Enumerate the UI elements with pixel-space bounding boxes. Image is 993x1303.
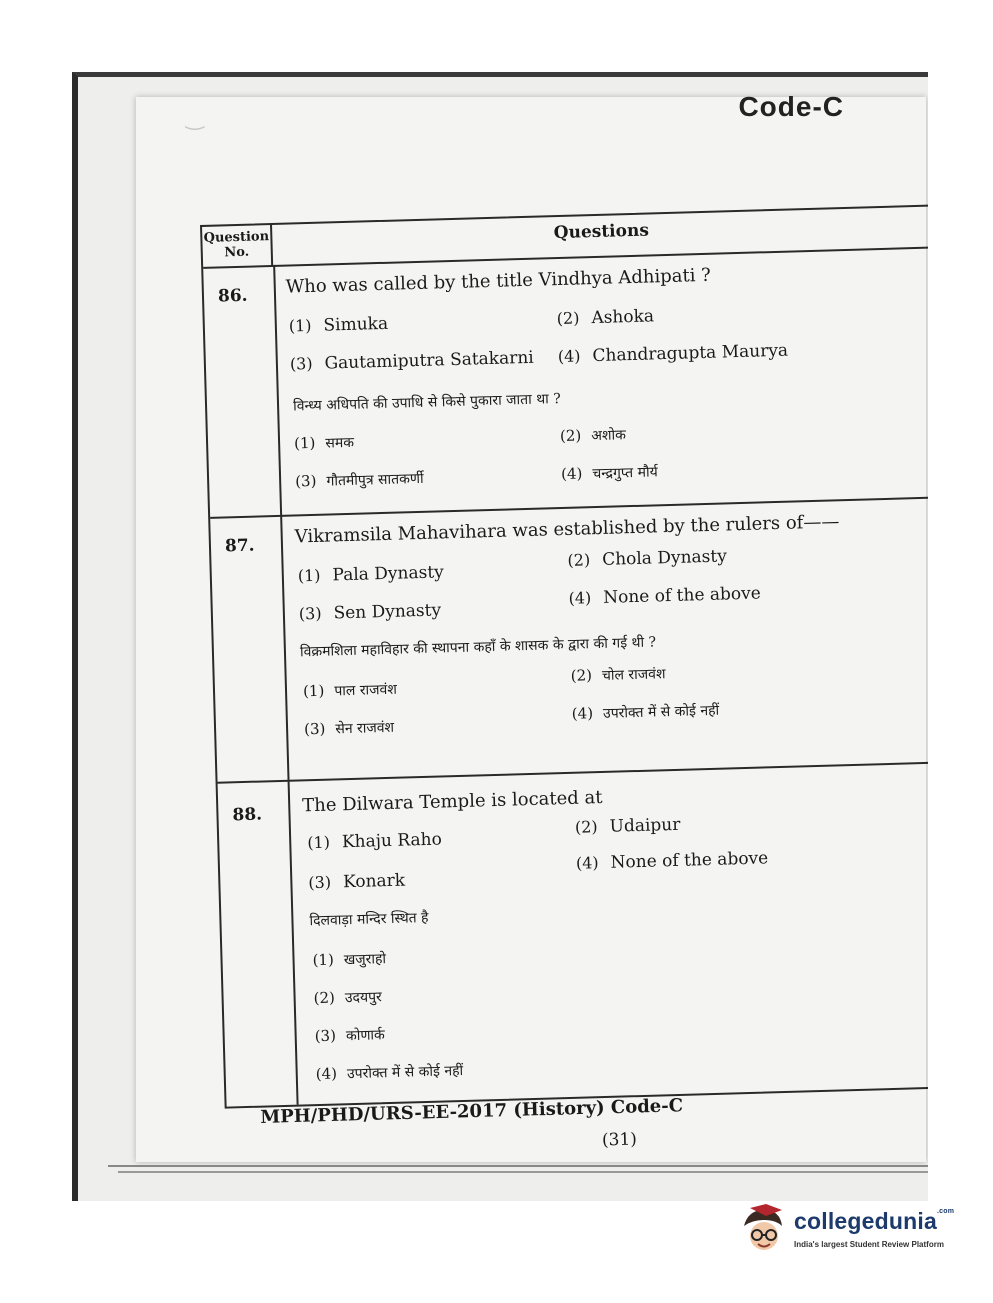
logo-tagline: India's largest Student Review Platform (794, 1240, 944, 1249)
hindi-option-2: (2) चोल राजवंश (570, 666, 666, 685)
hindi-question-text: विक्रमशिला महाविहार की स्थापना कहाँ के शासक के द्वारा की गई थी ? (299, 634, 657, 661)
hindi-option-1: (1) समक (293, 433, 355, 453)
option-1: (1) Pala Dynasty (297, 562, 445, 586)
question-number: 88. (232, 804, 263, 826)
hindi-option-1: (1) खजुराहो (312, 950, 387, 970)
option-1: (1) Khaju Raho (307, 829, 443, 853)
option-2: (2) Udaipur (574, 814, 681, 837)
question-table (200, 205, 928, 1109)
option-3: (3) Gautamiputra Satakarni (289, 347, 535, 374)
paper-edge (108, 1165, 928, 1167)
questions-header: Questions (553, 220, 650, 244)
collegedunia-logo[interactable] (736, 1204, 966, 1264)
question-number: 86. (217, 285, 248, 307)
exam-footer: MPH/PHD/URS-EE-2017 (History) Code-C (260, 1095, 684, 1128)
question-no-header: Question No. (202, 225, 273, 267)
table-header (202, 207, 928, 269)
question-number: 87. (224, 535, 255, 557)
logo-wordmark: collegedunia$^{.com}$ (794, 1208, 955, 1234)
hindi-option-4: (4) चन्द्रगुप्त मौर्य (560, 464, 658, 484)
hindi-question-text: विन्ध्य अधिपति की उपाधि से किसे पुकारा जाता था ? (292, 390, 561, 415)
scanned-sheet (72, 72, 928, 1201)
hindi-option-3: (3) कोणार्क (314, 1026, 386, 1046)
question-text: The Dilwara Temple is located at (301, 786, 603, 817)
column-divider (273, 265, 298, 1105)
option-2: (2) Ashoka (556, 306, 655, 329)
option-4: (4) None of the above (575, 848, 769, 873)
hindi-option-2: (2) उदयपुर (313, 988, 383, 1008)
hindi-option-4: (4) उपरोक्त में से कोई नहीं (315, 1062, 464, 1084)
exam-page (136, 91, 926, 1162)
page-code-top: Code-C (738, 91, 844, 122)
student-mascot-icon (736, 1204, 792, 1262)
hindi-option-2: (2) अशोक (559, 426, 627, 446)
bleed-through-text: ‿ (186, 105, 204, 130)
option-2: (2) Chola Dynasty (567, 546, 728, 570)
option-4: (4) None of the above (568, 583, 762, 608)
option-4: (4) Chandragupta Maurya (557, 340, 789, 367)
page-number: (31) (601, 1129, 638, 1151)
hindi-question-text: दिलवाड़ा मन्दिर स्थित है (309, 909, 429, 930)
question-text: Who was called by the title Vindhya Adhipati ? (285, 264, 712, 298)
option-3: (3) Konark (308, 870, 406, 893)
option-1: (1) Simuka (288, 313, 389, 336)
paper-edge (118, 1171, 928, 1173)
option-3: (3) Sen Dynasty (298, 600, 442, 624)
hindi-option-3: (3) गौतमीपुत्र सातकर्णी (294, 470, 424, 491)
hindi-option-3: (3) सेन राजवंश (303, 719, 395, 739)
hindi-option-4: (4) उपरोक्त में से कोई नहीं (571, 702, 720, 723)
row-divider (218, 761, 928, 783)
hindi-option-1: (1) पाल राजवंश (302, 681, 398, 701)
question-text: Vikramsila Mahavihara was established by the rulers of—— (294, 511, 840, 548)
